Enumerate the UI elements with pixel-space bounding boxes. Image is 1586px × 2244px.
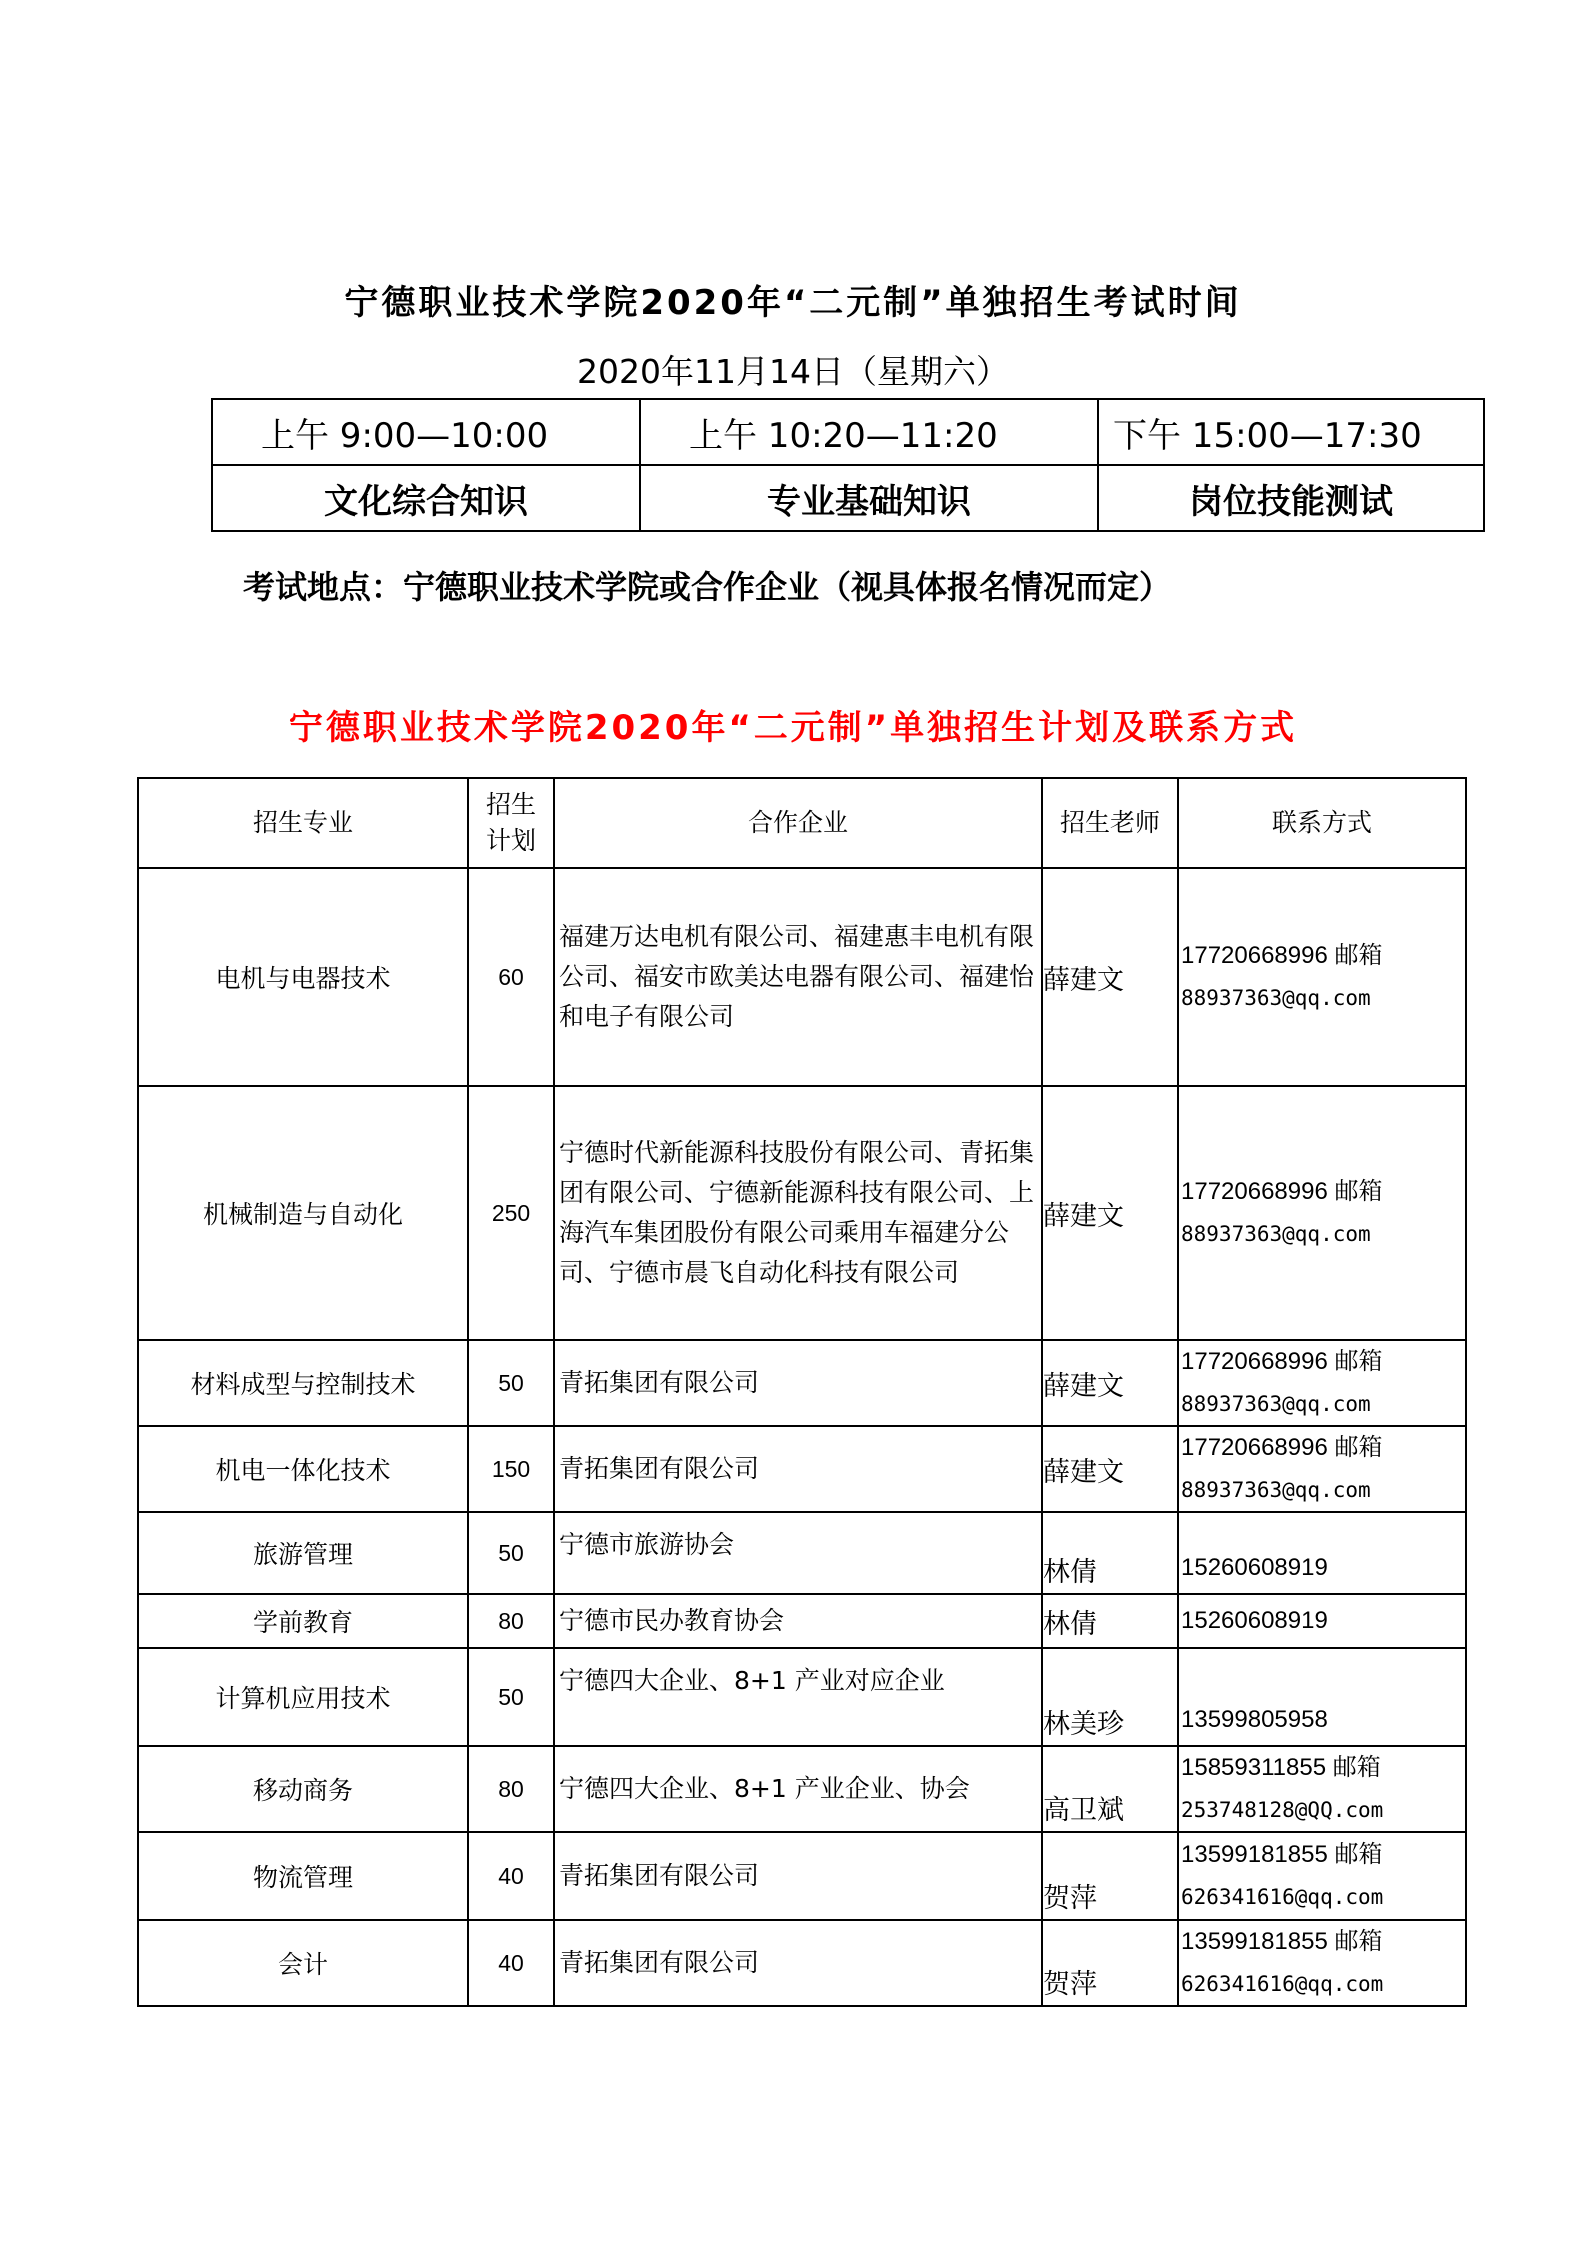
contact-cell [1178, 1086, 1466, 1340]
teacher-cell: 薛建文 [1042, 868, 1178, 1086]
contact-cell [1178, 868, 1466, 1086]
exam-schedule-table [211, 398, 1485, 532]
company-cell: 宁德市旅游协会 [554, 1512, 1042, 1594]
contact-email: 88937363@qq.com [1181, 1392, 1371, 1416]
quota-cell: 50 [468, 1512, 554, 1594]
header-company: 合作企业 [554, 778, 1042, 868]
table-row [138, 1920, 1466, 2006]
header-quota-line2: 计划 [485, 826, 536, 855]
table-row [138, 1594, 1466, 1648]
major-cell: 材料成型与控制技术 [138, 1340, 468, 1426]
contact-cell [1178, 1340, 1466, 1426]
company-cell: 宁德四大企业、8+1 产业企业、协会 [554, 1746, 1042, 1832]
contact-phone: 17720668996 邮箱 [1181, 1434, 1383, 1461]
teacher-cell: 林美珍 [1042, 1648, 1178, 1746]
company-cell: 宁德时代新能源科技股份有限公司、青拓集团有限公司、宁德新能源科技有限公司、上海汽车集团股份有限公司乘用车福建分公司、宁德市晨飞自动化科技有限公司 [554, 1086, 1042, 1340]
plan-header-row [138, 778, 1466, 868]
contact-email: 626341616@qq.com [1181, 1972, 1384, 1996]
exam-time-cell: 上午 10:20—11:20 [640, 399, 1098, 465]
quota-cell: 50 [468, 1340, 554, 1426]
contact-cell [1178, 1426, 1466, 1512]
contact-email: 626341616@qq.com [1181, 1885, 1384, 1909]
contact-phone: 17720668996 邮箱 [1181, 942, 1383, 969]
contact-cell [1178, 1512, 1466, 1594]
teacher-cell: 薛建文 [1042, 1086, 1178, 1340]
major-cell: 机械制造与自动化 [138, 1086, 468, 1340]
schedule-title: 宁德职业技术学院2020年“二元制”单独招生考试时间 [344, 283, 1242, 323]
company-cell: 福建万达电机有限公司、福建惠丰电机有限公司、福安市欧美达电器有限公司、福建怡和电子有限公司 [554, 868, 1042, 1086]
teacher-cell: 林倩 [1042, 1512, 1178, 1594]
teacher-cell: 薛建文 [1042, 1426, 1178, 1512]
table-row [138, 1746, 1466, 1832]
contact-email: 88937363@qq.com [1181, 986, 1371, 1010]
exam-time-cell: 下午 15:00—17:30 [1098, 399, 1484, 465]
contact-email: 88937363@qq.com [1181, 1478, 1371, 1502]
contact-phone: 13599181855 邮箱 [1181, 1841, 1383, 1868]
table-row [138, 1512, 1466, 1594]
quota-cell: 150 [468, 1426, 554, 1512]
contact-cell [1178, 1746, 1466, 1832]
quota-cell: 60 [468, 868, 554, 1086]
exam-location: 考试地点：宁德职业技术学院或合作企业（视具体报名情况而定） [243, 568, 1172, 606]
header-major: 招生专业 [138, 778, 468, 868]
contact-phone: 13599181855 邮箱 [1181, 1928, 1383, 1955]
contact-cell [1178, 1594, 1466, 1648]
quota-cell: 40 [468, 1920, 554, 2006]
contact-phone: 15260608919 [1181, 1554, 1328, 1581]
plan-title: 宁德职业技术学院2020年“二元制”单独招生计划及联系方式 [288, 708, 1298, 748]
major-cell: 机电一体化技术 [138, 1426, 468, 1512]
teacher-cell: 贺萍 [1042, 1832, 1178, 1920]
major-cell: 物流管理 [138, 1832, 468, 1920]
company-cell: 青拓集团有限公司 [554, 1426, 1042, 1512]
teacher-cell: 林倩 [1042, 1594, 1178, 1648]
exam-subject-cell: 文化综合知识 [212, 465, 640, 531]
table-row [138, 1086, 1466, 1340]
contact-phone: 15859311855 邮箱 [1181, 1754, 1381, 1781]
quota-cell: 50 [468, 1648, 554, 1746]
teacher-cell: 贺萍 [1042, 1920, 1178, 2006]
major-cell: 学前教育 [138, 1594, 468, 1648]
contact-email: 88937363@qq.com [1181, 1222, 1371, 1246]
company-cell: 青拓集团有限公司 [554, 1920, 1042, 2006]
exam-subjects-row [212, 465, 1484, 531]
major-cell: 旅游管理 [138, 1512, 468, 1594]
table-row [138, 1426, 1466, 1512]
contact-phone: 13599805958 [1181, 1706, 1328, 1733]
exam-date: 2020年11月14日（星期六） [577, 352, 1009, 391]
exam-times-row [212, 399, 1484, 465]
header-quota-line1: 招生 [485, 790, 536, 819]
table-row [138, 868, 1466, 1086]
contact-cell [1178, 1920, 1466, 2006]
major-cell: 计算机应用技术 [138, 1648, 468, 1746]
table-row [138, 1648, 1466, 1746]
contact-email: 253748128@QQ.com [1181, 1798, 1384, 1822]
company-cell: 青拓集团有限公司 [554, 1340, 1042, 1426]
company-cell: 青拓集团有限公司 [554, 1832, 1042, 1920]
major-cell: 移动商务 [138, 1746, 468, 1832]
contact-cell [1178, 1832, 1466, 1920]
contact-phone: 15260608919 [1181, 1607, 1328, 1634]
table-row [138, 1340, 1466, 1426]
quota-cell: 40 [468, 1832, 554, 1920]
teacher-cell: 薛建文 [1042, 1340, 1178, 1426]
contact-phone: 17720668996 邮箱 [1181, 1348, 1383, 1375]
exam-subject-cell: 专业基础知识 [640, 465, 1098, 531]
table-row [138, 1832, 1466, 1920]
header-contact: 联系方式 [1178, 778, 1466, 868]
enrollment-plan-table [137, 777, 1467, 2007]
contact-cell [1178, 1648, 1466, 1746]
company-cell: 宁德四大企业、8+1 产业对应企业 [554, 1648, 1042, 1746]
exam-time-cell: 上午 9:00—10:00 [212, 399, 640, 465]
contact-phone: 17720668996 邮箱 [1181, 1178, 1383, 1205]
quota-cell: 80 [468, 1594, 554, 1648]
header-teacher: 招生老师 [1042, 778, 1178, 868]
company-cell: 宁德市民办教育协会 [554, 1594, 1042, 1648]
quota-cell: 80 [468, 1746, 554, 1832]
exam-subject-cell: 岗位技能测试 [1098, 465, 1484, 531]
major-cell: 电机与电器技术 [138, 868, 468, 1086]
teacher-cell: 高卫斌 [1042, 1746, 1178, 1832]
header-quota [468, 778, 554, 868]
quota-cell: 250 [468, 1086, 554, 1340]
major-cell: 会计 [138, 1920, 468, 2006]
